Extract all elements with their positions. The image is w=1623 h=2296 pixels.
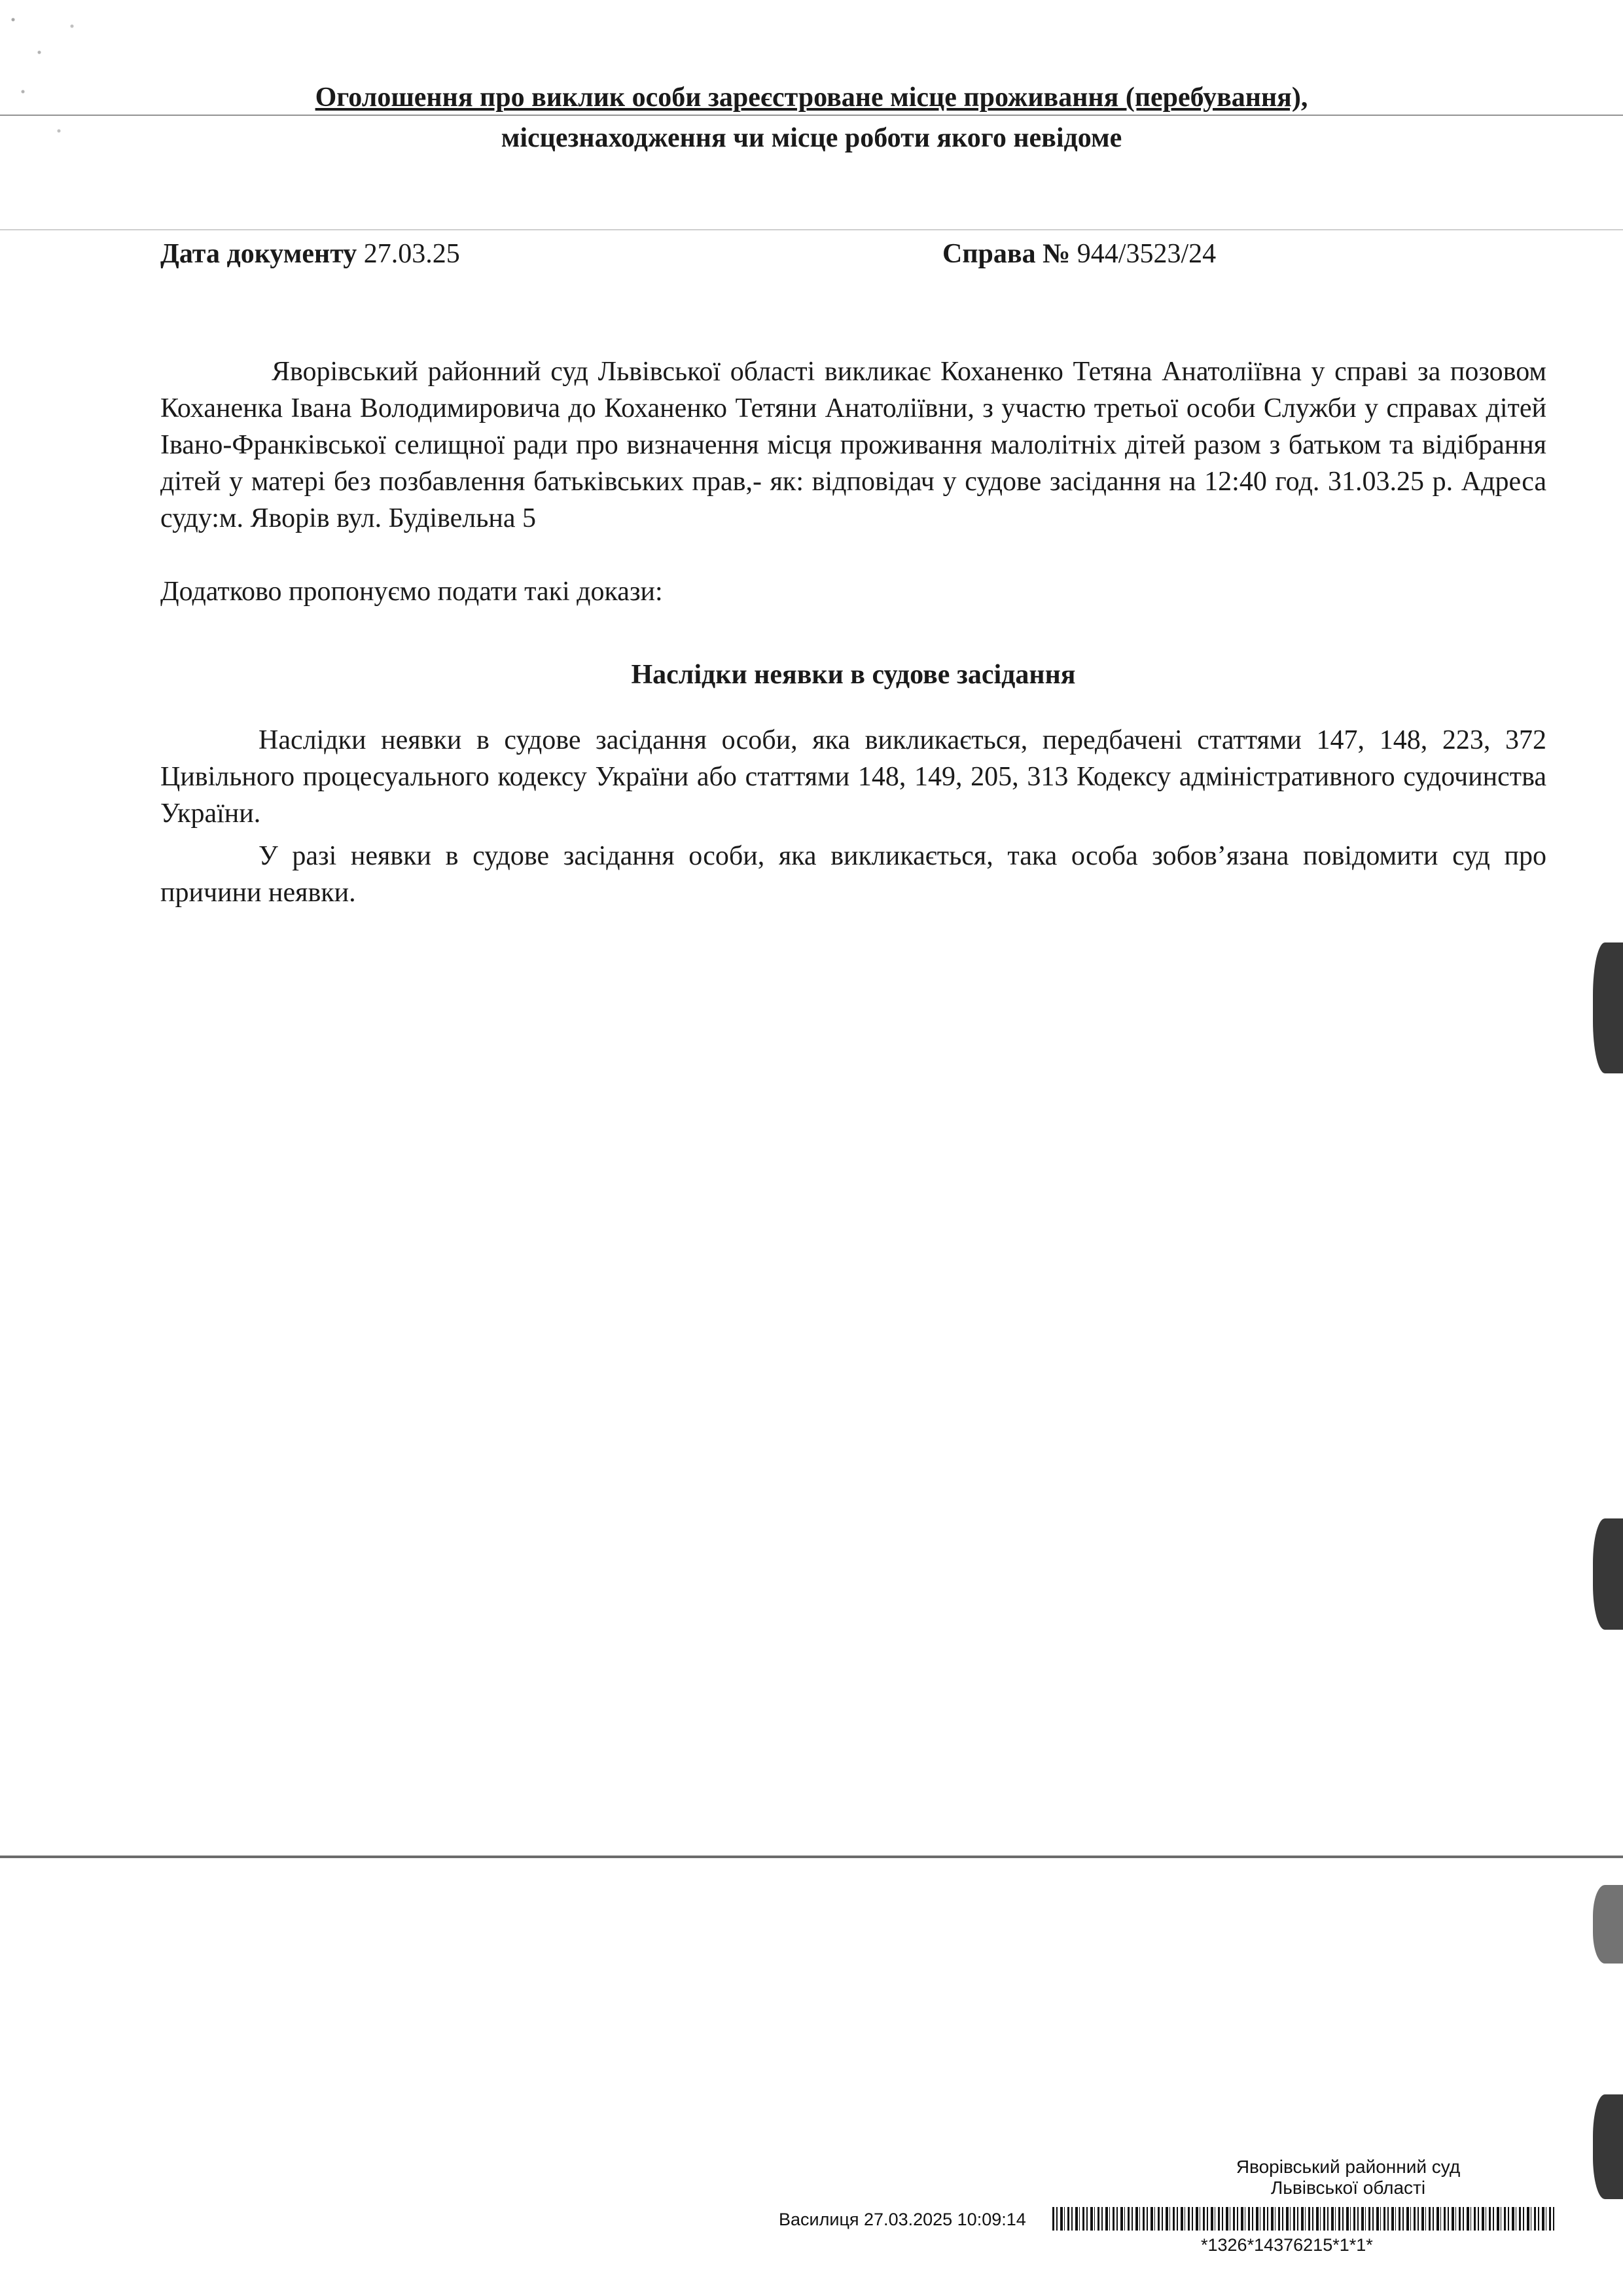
case-number bbox=[942, 236, 1216, 272]
evidence-paragraph: Додатково пропонуємо подати такі докази: bbox=[160, 577, 663, 607]
barcode-icon bbox=[1052, 2207, 1556, 2231]
consequences-paragraph: Наслідки неявки в судове засідання особи, яка викликається, передбачені статтями 147, 148, 223, 372 Цивільного процесуального кодексу України або статтями 148, 149, 205, 313 Кодексу адміністративного судочинства України. bbox=[160, 725, 1546, 829]
summons-paragraph: Яворівський районний суд Львівської області викликає Коханенко Тетяна Анатоліївна у справі за позовом Коханенка Івана Володимировича до Коханенко Тетяни Анатоліївни, з участю третьої особи Служби у справах дітей Івано-Франківської селищної ради про визначення місця проживання малолітніх дітей разом з батьком та відібрання дітей у матері без позбавлення батьківських прав,- як: відповідач у судове засідання на 12:40 год. 31.03.25 р. Адреса суду:м. Яворів вул. Будівельна 5 bbox=[160, 357, 1546, 533]
barcode-text: *1326*14376215*1*1* bbox=[1201, 2235, 1373, 2255]
stamp-court-line-2: Львівської області bbox=[1270, 2178, 1426, 2198]
scan-line-faint bbox=[0, 229, 1623, 230]
title-line-1: Оголошення про виклик особи зареєстроване місце проживання (перебування), bbox=[315, 82, 1308, 113]
scan-edge-mark bbox=[1593, 2094, 1623, 2199]
stamp-court-line-1: Яворівський районний суд bbox=[1236, 2157, 1461, 2177]
notification-paragraph: У разі неявки в судове засідання особи, яка викликається, така особа зобов’язана повідомити суд про причини неявки. bbox=[160, 841, 1546, 908]
date-value: 27.03.25 bbox=[363, 239, 460, 269]
scan-line-middle bbox=[0, 1856, 1623, 1858]
scan-edge-mark bbox=[1593, 942, 1623, 1073]
stamp-registration-row bbox=[779, 2207, 1558, 2233]
document-date bbox=[160, 236, 460, 272]
scan-edge-mark bbox=[1593, 1518, 1623, 1630]
scan-edge-mark bbox=[1593, 1885, 1623, 1964]
clerk-timestamp: Василиця 27.03.2025 10:09:14 bbox=[779, 2210, 1026, 2229]
stamp-court-name bbox=[1204, 2157, 1492, 2198]
date-label: Дата документу bbox=[160, 239, 357, 269]
case-value: 944/3523/24 bbox=[1077, 239, 1217, 269]
section-heading: Наслідки неявки в судове засідання bbox=[631, 660, 1076, 690]
title-line-2: місцезнаходження чи місце роботи якого невідоме bbox=[501, 123, 1122, 153]
scan-noise bbox=[0, 0, 98, 170]
document-title bbox=[131, 77, 1492, 158]
case-label: Справа № bbox=[942, 239, 1071, 269]
